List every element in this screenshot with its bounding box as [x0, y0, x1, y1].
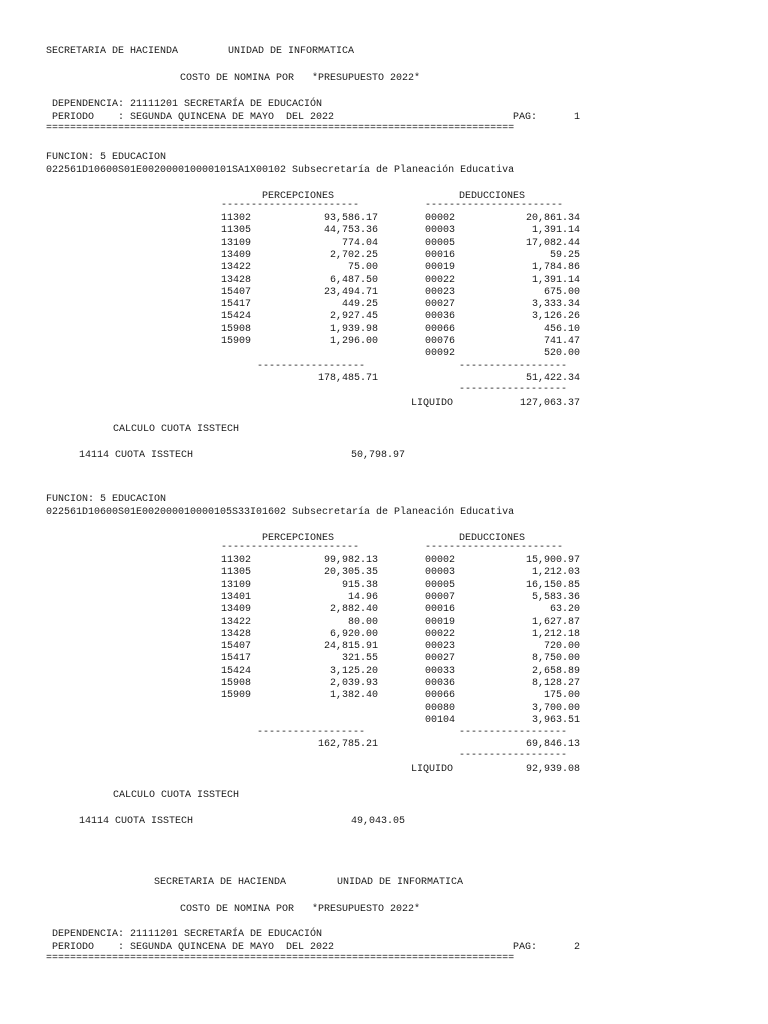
percepcion-code: 15909 [221, 336, 252, 347]
deducciones-header-rule: ----------------------- [425, 200, 564, 211]
deducciones-liquido-rule: ------------------ [459, 750, 568, 762]
deduccion-amount: 16,150.85 [525, 579, 580, 591]
deduccion-amount: 5,583.36 [531, 591, 580, 603]
report-title: COSTO DE NOMINA POR *PRESUPUESTO 2022* [180, 73, 421, 84]
deduccion-amount: 456.10 [543, 323, 580, 335]
percepcion-amount: 915.38 [341, 579, 378, 591]
percepcion-amount: 44,753.36 [323, 225, 378, 237]
deduccion-code: 00036 [425, 311, 456, 323]
deduccion-code: 00092 [425, 348, 456, 360]
deduccion-code: 00027 [425, 653, 456, 665]
deduccion-amount: 8,750.00 [531, 653, 580, 665]
deduccion-amount: 3,126.26 [531, 311, 580, 323]
percepcion-amount: 1,382.40 [329, 690, 378, 702]
percepcion-code: 13401 [221, 591, 252, 603]
header-unidad: UNIDAD DE INFORMATICA [228, 46, 355, 57]
deduccion-code: 00023 [425, 641, 456, 653]
deduccion-code: 00027 [425, 299, 456, 311]
dependencia-line-2: DEPENDENCIA: 21111201 SECRETARÍA DE EDUCACIÓN [52, 929, 323, 940]
deduccion-amount: 3,700.00 [531, 702, 580, 714]
deduccion-code: 00022 [425, 274, 456, 286]
percepcion-code: 13428 [221, 274, 252, 286]
percepcion-amount: 6,920.00 [329, 628, 378, 640]
periodo-line: PERIODO : SEGUNDA QUINCENA DE MAYO DEL 2022 [52, 112, 335, 123]
deducciones-total: 51,422.34 [525, 372, 580, 384]
percepcion-amount: 99,982.13 [323, 555, 378, 566]
deduccion-code: 00003 [425, 225, 456, 237]
deduccion-code: 00033 [425, 665, 456, 677]
header-secretaria: SECRETARIA DE HACIENDA [46, 46, 179, 57]
dependencia-line: DEPENDENCIA: 21111201 SECRETARÍA DE EDUCACIÓN [52, 99, 323, 110]
calculo-cuota-label: CALCULO CUOTA ISSTECH [113, 790, 240, 802]
cuota-isstech-label: 14114 CUOTA ISSTECH [79, 449, 194, 461]
percepcion-code: 11305 [221, 225, 252, 237]
deduccion-code: 00002 [425, 555, 456, 566]
deduccion-code: 00023 [425, 286, 456, 298]
deduccion-amount: 15,900.97 [525, 555, 580, 566]
deduccion-code: 00019 [425, 616, 456, 628]
liquido-amount: 127,063.37 [519, 397, 580, 409]
percepcion-code: 15417 [221, 653, 252, 665]
deduccion-amount: 17,082.44 [525, 237, 580, 249]
deduccion-amount: 3,963.51 [531, 714, 580, 726]
cuota-isstech-amount: 50,798.97 [350, 449, 405, 461]
percepcion-code: 13428 [221, 628, 252, 640]
deduccion-amount: 2,658.89 [531, 665, 580, 677]
deduccion-code: 00016 [425, 249, 456, 261]
deduccion-amount: 8,128.27 [531, 678, 580, 689]
header-unidad-2: UNIDAD DE INFORMATICA [337, 877, 464, 888]
percepcion-amount: 75.00 [347, 262, 378, 274]
percepcion-amount: 14.96 [347, 591, 378, 603]
header-secretaria-2: SECRETARIA DE HACIENDA [154, 877, 287, 888]
percepciones-total: 178,485.71 [317, 372, 378, 384]
percepcion-amount: 2,702.25 [329, 249, 378, 261]
deduccion-code: 00005 [425, 579, 456, 591]
percepcion-code: 15407 [221, 286, 252, 298]
cuota-isstech-label: 14114 CUOTA ISSTECH [79, 816, 194, 828]
deducciones-total: 69,846.13 [525, 739, 580, 751]
percepcion-code: 13109 [221, 579, 252, 591]
cuota-isstech-amount: 49,043.05 [350, 816, 405, 828]
percepcion-amount: 774.04 [341, 237, 378, 249]
deduccion-amount: 1,212.03 [531, 567, 580, 579]
deduccion-code: 00036 [425, 678, 456, 689]
deduccion-code: 00002 [425, 213, 456, 224]
report-title-2: COSTO DE NOMINA POR *PRESUPUESTO 2022* [180, 904, 421, 915]
deduccion-code: 00022 [425, 628, 456, 640]
percepciones-header: PERCEPCIONES [262, 191, 335, 202]
deduccion-code: 00076 [425, 336, 456, 347]
percepcion-amount: 3,125.20 [329, 665, 378, 677]
percepcion-amount: 23,494.71 [323, 286, 378, 298]
deduccion-amount: 1,391.14 [531, 274, 580, 286]
deduccion-amount: 3,333.34 [531, 299, 580, 311]
percepcion-code: 15909 [221, 690, 252, 702]
page-number: 1 [573, 112, 580, 123]
percepcion-amount: 2,882.40 [329, 604, 378, 616]
percepcion-code: 13109 [221, 237, 252, 249]
deduccion-code: 00066 [425, 690, 456, 702]
percepciones-header-rule: ----------------------- [221, 542, 360, 553]
double-rule: ============================================================================== [46, 123, 515, 134]
deducciones-liquido-rule: ------------------ [459, 383, 568, 395]
deducciones-total-rule: ------------------ [459, 727, 568, 739]
percepciones-total-rule: ------------------ [257, 727, 366, 739]
deduccion-amount: 1,627.87 [531, 616, 580, 628]
percepcion-amount: 2,927.45 [329, 311, 378, 323]
percepcion-code: 13422 [221, 616, 252, 628]
deduccion-amount: 1,784.86 [531, 262, 580, 274]
percepcion-code: 15407 [221, 641, 252, 653]
liquido-label: LIQUIDO [411, 397, 454, 409]
deduccion-amount: 175.00 [543, 690, 580, 702]
percepciones-header-rule: ----------------------- [221, 200, 360, 211]
funcion-line: FUNCION: 5 EDUCACION [46, 494, 167, 505]
deduccion-code: 00005 [425, 237, 456, 249]
percepcion-code: 15908 [221, 678, 252, 689]
percepcion-amount: 1,939.98 [329, 323, 378, 335]
percepciones-total: 162,785.21 [317, 739, 378, 751]
deduccion-amount: 20,861.34 [525, 213, 580, 224]
deducciones-total-rule: ------------------ [459, 360, 568, 372]
percepcion-amount: 80.00 [347, 616, 378, 628]
page-label-2: PAG: [513, 942, 538, 953]
funcion-line: FUNCION: 5 EDUCACION [46, 152, 167, 163]
deducciones-header: DEDUCCIONES [459, 533, 526, 544]
deducciones-header-rule: ----------------------- [425, 542, 564, 553]
deduccion-code: 00019 [425, 262, 456, 274]
percepcion-code: 13409 [221, 249, 252, 261]
percepcion-code: 11302 [221, 213, 252, 224]
percepcion-amount: 24,815.91 [323, 641, 378, 653]
percepcion-amount: 93,586.17 [323, 213, 378, 224]
percepcion-amount: 2,039.93 [329, 678, 378, 689]
percepcion-code: 15424 [221, 665, 252, 677]
deduccion-amount: 1,391.14 [531, 225, 580, 237]
percepcion-amount: 6,487.50 [329, 274, 378, 286]
deduccion-code: 00104 [425, 714, 456, 726]
percepcion-code: 13422 [221, 262, 252, 274]
page-label: PAG: [513, 112, 538, 123]
percepcion-amount: 449.25 [341, 299, 378, 311]
deduccion-code: 00003 [425, 567, 456, 579]
percepcion-code: 15417 [221, 299, 252, 311]
percepciones-total-rule: ------------------ [257, 360, 366, 372]
double-rule-2: ============================================================================== [46, 953, 515, 964]
liquido-label: LIQUIDO [411, 764, 454, 776]
deduccion-code: 00066 [425, 323, 456, 335]
deduccion-code: 00016 [425, 604, 456, 616]
deduccion-amount: 63.20 [549, 604, 580, 616]
liquido-amount: 92,939.08 [525, 764, 580, 776]
deduccion-amount: 1,212.18 [531, 628, 580, 640]
deducciones-header: DEDUCCIONES [459, 191, 526, 202]
program-code-line: 022561D10600S01E002000010000101SA1X00102 Subsecretaría de Planeación Educativa [46, 165, 515, 176]
deduccion-code: 00080 [425, 702, 456, 714]
percepciones-header: PERCEPCIONES [262, 533, 335, 544]
percepcion-amount: 1,296.00 [329, 336, 378, 347]
percepcion-code: 11305 [221, 567, 252, 579]
percepcion-amount: 20,305.35 [323, 567, 378, 579]
percepcion-amount: 321.55 [341, 653, 378, 665]
deduccion-amount: 59.25 [549, 249, 580, 261]
deduccion-code: 00007 [425, 591, 456, 603]
percepcion-code: 13409 [221, 604, 252, 616]
percepcion-code: 15424 [221, 311, 252, 323]
page-number-2: 2 [573, 942, 580, 953]
deduccion-amount: 720.00 [543, 641, 580, 653]
program-code-line: 022561D10600S01E002000010000105S33I01602 Subsecretaría de Planeación Educativa [46, 507, 515, 518]
calculo-cuota-label: CALCULO CUOTA ISSTECH [113, 423, 240, 435]
deduccion-amount: 675.00 [543, 286, 580, 298]
percepcion-code: 15908 [221, 323, 252, 335]
deduccion-amount: 520.00 [543, 348, 580, 360]
deduccion-amount: 741.47 [543, 336, 580, 347]
periodo-line-2: PERIODO : SEGUNDA QUINCENA DE MAYO DEL 2022 [52, 942, 335, 953]
percepcion-code: 11302 [221, 555, 252, 566]
